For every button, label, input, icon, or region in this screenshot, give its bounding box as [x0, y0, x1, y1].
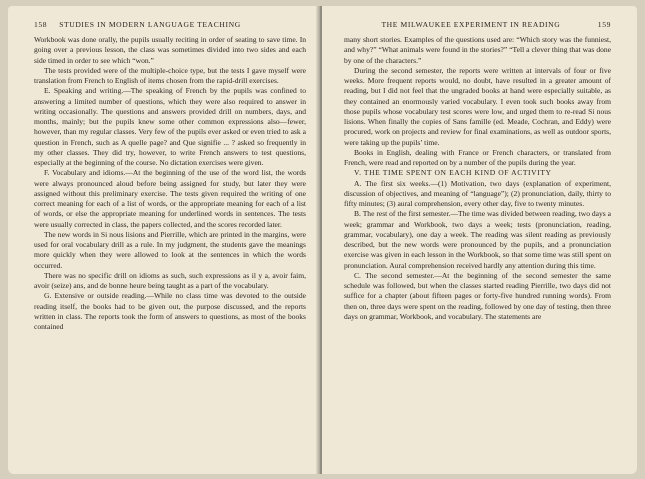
paragraph: During the second semester, the reports were written at intervals of four or five weeks. More frequent reports would, no doubt, have resulted in a greater amount of reading, but I did not feel that the ungraded books at hand were especially suitable, as they contained an enormously varied vocabulary. I even took such books away from those pupils whose vocabulary test scores were low, and urged them to re-read Si nous lisions. When finally the copies of Sans famille (ed. Meade, Cochran, and Eddy) were procured, work on projects and review for final examinations, as well as outdoor sports, were taking up the pupils’ time. [344, 65, 611, 147]
left-page [8, 6, 320, 474]
left-page-header [34, 20, 306, 32]
paragraph: F. Vocabulary and idioms.—At the beginning of the use of the word list, the words were always pronounced aloud before being assigned for study, but later they were assigned without this preliminary exercise. The tests given required the writing of one correct meaning for each of a list of words, or the appropriate meaning for each of a list of words, or else the appropriate meaning for underlined words in sentences. The tests were usually corrected in class, the papers collected, and the scores recorded later. [34, 168, 306, 229]
right-page-number: 159 [597, 20, 611, 29]
paragraph: C. The second semester.—At the beginning of the second semester the same schedule was followed, but when the classes started reading Pierrille, two days did not suffice for a chapter (about fifteen pages or forty-five hundred running words). From then on, three days were spent on the reading, followed by one day of testing, then three days on grammar, Workbook, and vocabulary. The statements are [344, 270, 611, 321]
paragraph: There was no specific drill on idioms as such, such expressions as il y a, avoir faim, avoir (seize) ans, and de bonne heure being taught as a part of the vocabulary. [34, 270, 306, 290]
right-page [322, 6, 637, 474]
paragraph: Books in English, dealing with France or French characters, or translated from French, were read and reported on by a number of the pupils during the year. [344, 147, 611, 167]
paragraph: A. The first six weeks.—(1) Motivation, two days (explanation of experiment, discussion of objectives, and meaning of “language”); (2) pronunciation, daily, thirty to fifty minutes; (3) aural comprehension, every other day, five to twenty minutes. [344, 178, 611, 208]
paragraph: G. Extensive or outside reading.—While no class time was devoted to the outside reading itself, the books had to be given out, the purpose discussed, and the reports written in class. The reports took the form of answers to questions, as most of the books contained [34, 291, 306, 331]
right-page-text [344, 35, 611, 322]
right-page-header [344, 20, 611, 32]
paragraph: The tests provided were of the multiple-choice type, but the tests I gave myself were translation from French to English of items chosen from the rapid-drill exercises. [34, 65, 306, 85]
paragraph: Workbook was done orally, the pupils usually reciting in order of seating to save time. In going over a previous lesson, the class was sometimes divided into two sides and each side timed in order to see which “won.” [34, 35, 306, 65]
paragraph: The new words in Si nous lisions and Pierrille, which are printed in the margins, were used for oral vocabulary drill as a rule. In my judgment, the students gave the meanings more quickly when they were allowed to look at the sentences in which the words occurred. [34, 229, 306, 270]
left-running-head: STUDIES IN MODERN LANGUAGE TEACHING [59, 20, 241, 29]
paragraph: E. Speaking and writing.—The speaking of French by the pupils was confined to answering a limited number of questions, which they were also required to answer in writing occasionally. The questions and answers provided drill on numbers, days, and months, mainly; but the pupils knew some other common expressions also—fewer, however, than my regular classes. Very few of the pupils ever asked or even tried to ask a question in French, such as A quelle page? and Que signifie ... ? asked so frequently in my other classes. They did try, however, to write French answers to test questions, especially at the beginning of the course. No dictation exercises were given. [34, 86, 306, 167]
left-page-number: 158 [34, 20, 48, 29]
paragraph: many short stories. Examples of the questions used are: “Which story was the funniest, and why?” “What animals were found in the stories?” “Tell a clever thing that was done by one of the characters.” [344, 35, 611, 65]
right-running-head: THE MILWAUKEE EXPERIMENT IN READING [381, 20, 561, 29]
section-heading: V. THE TIME SPENT ON EACH KIND OF ACTIVITY [354, 168, 552, 178]
paragraph: B. The rest of the first semester.—The time was divided between reading, two days a week; grammar and Workbook, two days a week; tests (pronunciation, reading, grammar, vocabulary), one day a week. The reading was silent reading as previously described, but the new words were pronounced by the pupils, and a pronunciation exercise was given in each lesson in the Workbook, so that some time was still spent on pronunciation. Aural comprehension received hardly any attention during this time. [344, 209, 611, 270]
left-page-text [34, 35, 306, 332]
